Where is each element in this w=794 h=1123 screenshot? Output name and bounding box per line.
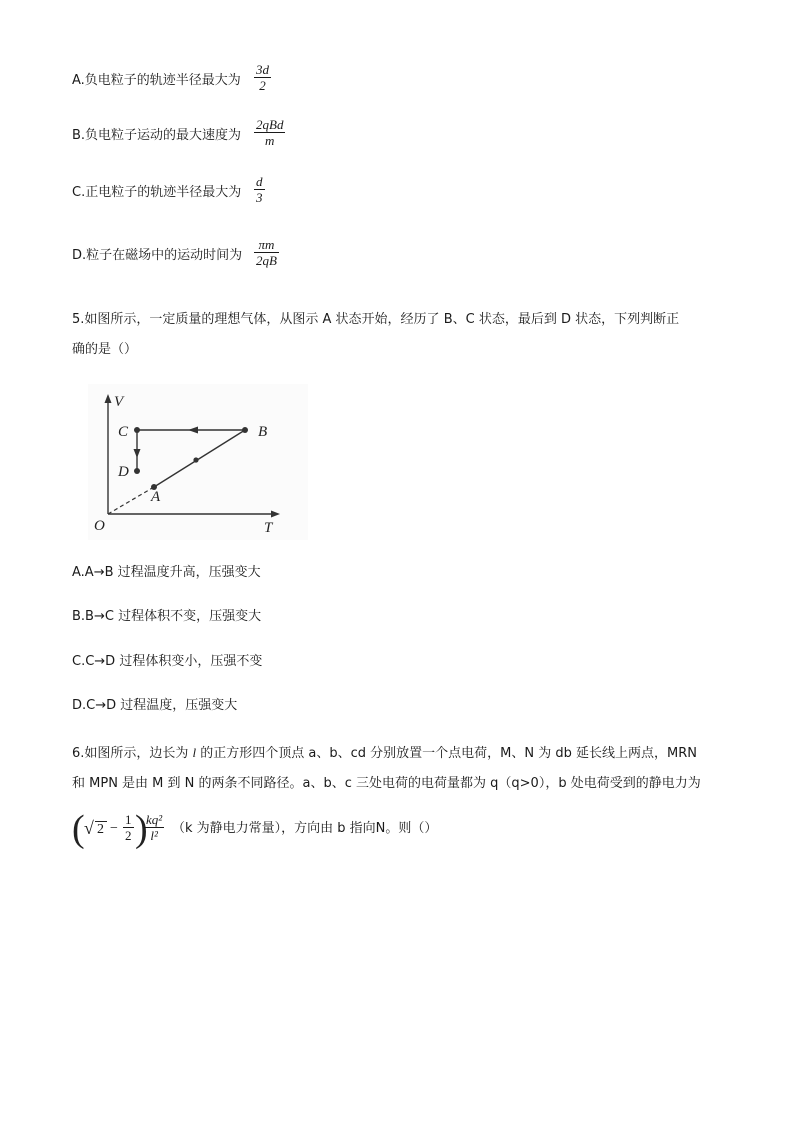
q6-line1-part2: 的正方形四个顶点 a、b、cd 分别放置一个点电荷，M、N 为 db 延长线上两点，MRN — [196, 746, 698, 761]
label-c: C — [118, 424, 129, 440]
q4-option-d-text: D.粒子在磁场中的运动时间为 — [72, 248, 243, 263]
path-ab — [154, 430, 245, 487]
arrow-cd — [134, 449, 141, 458]
q5-option-d: D.C→D 过程温度，压强变大 — [72, 698, 238, 713]
sqrt-argument: 2 — [97, 822, 104, 837]
fraction-numerator: 1 — [125, 812, 132, 827]
fraction-denominator: 3 — [256, 190, 263, 205]
q4-option-b-text: B.负电粒子运动的最大速度为 — [72, 128, 242, 143]
vt-diagram-svg — [88, 384, 308, 540]
fraction-numerator: 3d — [256, 62, 269, 77]
q4-option-c-fraction — [254, 174, 265, 205]
label-t: T — [264, 520, 273, 536]
fraction-denominator: 2 — [125, 828, 132, 843]
q6-line1-part1: 6.如图所示，边长为 — [72, 746, 193, 761]
label-d: D — [118, 464, 129, 480]
point-d — [134, 468, 140, 474]
v-axis-arrow — [105, 394, 112, 403]
label-v: V — [114, 394, 124, 410]
q5-option-c: C.C→D 过程体积变小，压强不变 — [72, 654, 263, 669]
sqrt-sign: √ — [84, 818, 94, 838]
ab-midpoint-dot — [193, 457, 198, 462]
vt-diagram — [88, 384, 308, 540]
minus-sign: − — [110, 821, 118, 836]
q4-option-a-text: A.负电粒子的轨迹半径最大为 — [72, 73, 241, 88]
label-a: A — [151, 489, 161, 505]
q6-stem-line3: （k 为静电力常量），方向由 b 指向N。则（） — [172, 821, 438, 836]
fraction-denominator: l² — [150, 828, 158, 843]
fraction-numerator: 2qBd — [256, 117, 284, 132]
fraction-denominator: m — [265, 133, 275, 148]
q4-option-d-fraction — [254, 237, 279, 268]
q5-option-b: B.B→C 过程体积不变，压强变大 — [72, 609, 262, 624]
arrow-bc — [188, 427, 198, 434]
q5-option-a: A.A→B 过程温度升高，压强变大 — [72, 565, 261, 580]
dashed-line-oa — [108, 487, 154, 514]
t-axis-arrow — [271, 511, 280, 518]
fraction-numerator: kq² — [146, 812, 163, 827]
q6-stem-line1 — [72, 744, 697, 763]
fraction-denominator: 2qB — [256, 253, 277, 268]
q6-stem-line2: 和 MPN 是由 M 到 N 的两条不同路径。a、b、c 三处电荷的电荷量都为 q（q>0），b 处电荷受到的静电力为 — [72, 776, 701, 791]
fraction-numerator: πm — [258, 237, 275, 252]
label-o: O — [94, 518, 105, 534]
q5-stem-line1: 5.如图所示，一定质量的理想气体，从图示 A 状态开始，经历了 B、C 状态，最后到 D 状态，下列判断正 — [72, 312, 680, 327]
fraction-denominator: 2 — [259, 78, 266, 93]
point-c — [134, 427, 140, 433]
point-b — [242, 427, 248, 433]
kq-fraction — [144, 812, 164, 843]
right-paren: ) — [135, 808, 148, 850]
label-b: B — [258, 424, 268, 440]
q5-stem-line2: 确的是（） — [72, 342, 138, 357]
left-paren: ( — [72, 808, 85, 850]
half-fraction — [123, 812, 134, 843]
q4-option-b-fraction — [254, 117, 285, 148]
q4-option-a-fraction — [254, 62, 271, 93]
q4-option-c-text: C.正电粒子的轨迹半径最大为 — [72, 185, 242, 200]
fraction-numerator: d — [256, 174, 263, 189]
q6-var-l: l — [192, 745, 197, 760]
q6-formula — [72, 806, 168, 852]
